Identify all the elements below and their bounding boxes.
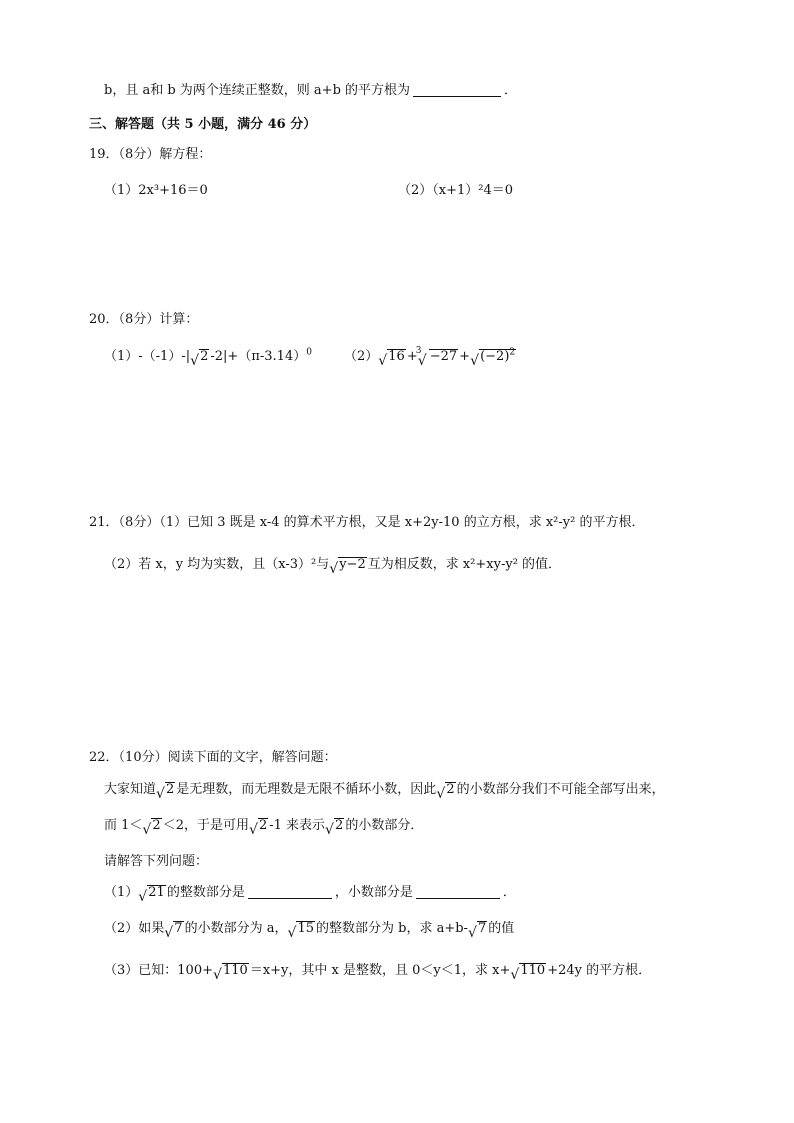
radicand: 110 — [222, 963, 248, 978]
q22-text: 的整数部分是 — [166, 885, 245, 900]
q22-text: -1 来表示 — [269, 818, 326, 833]
q20-part1 — [104, 347, 312, 369]
sqrt-expr: √ $(-2)^2$ — [470, 347, 516, 369]
q22-text: 的整数部分为 b，求 a+b- — [316, 921, 468, 936]
exponent: 2 — [509, 347, 516, 358]
radicand: 2 — [166, 782, 175, 797]
plus-sign: + — [459, 349, 471, 364]
sqrt-expr: √ y−2 — [329, 557, 366, 577]
radicand: 2 — [335, 818, 344, 833]
section-heading: 三、解答题（共 5 小题，满分 46 分） — [89, 117, 317, 132]
sqrt-expr: √ 2 — [325, 818, 344, 838]
q22-text: ，小数部分是 — [334, 885, 413, 900]
sqrt-expr: √ 7 — [467, 921, 487, 941]
q19-part1: （1）2x³+16＝0 — [104, 183, 208, 198]
q20-heading: 20．（8分）计算： — [89, 312, 199, 327]
radicand: 21 — [148, 885, 165, 900]
sqrt-expr: √ 2 — [156, 782, 175, 802]
q22-text: （3）已知：100+ — [104, 963, 213, 978]
sqrt-expr: √ 2 — [142, 818, 161, 838]
q21-part2 — [104, 556, 562, 577]
sqrt-expr: √ 7 — [164, 921, 183, 941]
q22-text: 的小数部分我们不可能全部写出来， — [456, 782, 665, 797]
q22-text: ＝x+y，其中 x 是整数，且 0＜y＜1，求 x+ — [249, 963, 511, 978]
q19-heading: 19．（8分）解方程： — [89, 147, 212, 162]
q20-p1-text: -2|+（π-3.14） — [210, 349, 307, 364]
period: ． — [502, 885, 516, 900]
q22-sub3 — [104, 962, 652, 983]
radicand: 7 — [174, 921, 183, 936]
sqrt-expr: √ 110 — [510, 963, 546, 983]
q22-line1 — [104, 781, 665, 802]
sqrt-expr: √ 110 — [212, 963, 248, 983]
sqrt-expr: √ 2 — [248, 818, 268, 838]
period: ． — [504, 83, 518, 98]
q22-text: 的小数部分． — [345, 818, 424, 833]
q22-line2 — [104, 817, 424, 838]
q22-sub2 — [104, 920, 515, 941]
sqrt-expr: √ 2 — [436, 782, 455, 802]
radicand: y−2 — [339, 557, 366, 572]
radicand: 2 — [258, 818, 268, 833]
q22-text: ＜2，于是可用 — [162, 818, 249, 833]
q22-instruction: 请解答下列问题： — [104, 854, 209, 869]
radicand-base: (−2) — [480, 349, 510, 364]
radicand: 2 — [200, 349, 209, 364]
sqrt-expr: √ 16 — [378, 349, 405, 369]
radicand: 110 — [520, 963, 546, 978]
q18-tail-line — [104, 82, 517, 100]
q20-p1-text: （1）-（-1）-| — [104, 349, 191, 364]
q22-text: 而 1＜ — [104, 818, 143, 833]
radicand: 15 — [297, 921, 314, 936]
q22-text: 的值 — [488, 921, 515, 936]
q21-p2-text: 互为相反数，求 x²+xy-y² 的值． — [367, 557, 562, 572]
cube-root-expr: 3 √ −27 — [418, 348, 458, 366]
q18-tail-text: b，且 a和 b 为两个连续正整数，则 a+b 的平方根为 — [104, 83, 411, 98]
q22-text: （2）如果 — [104, 921, 165, 936]
radicand: 2 — [446, 782, 455, 797]
answer-blank — [413, 82, 501, 97]
q22-sub1 — [104, 884, 516, 905]
radicand — [479, 349, 516, 364]
plus-sign: + — [406, 349, 418, 364]
q20-part2 — [344, 346, 517, 369]
q22-text: +24y 的平方根． — [547, 963, 652, 978]
q21-p2-text: （2）若 x，y 均为实数，且（x-3）²与 — [104, 557, 330, 572]
q22-text: 的小数部分为 a， — [184, 921, 288, 936]
sqrt-expr: √ 2 — [190, 349, 209, 369]
q21-part1: 21．（8分）（1）已知 3 既是 x-4 的算术平方根，又是 x+2y-10 的立方根，求 x²-y² 的平方根． — [89, 515, 645, 530]
q20-p2-label: （2） — [344, 349, 379, 364]
q19-part2: （2）（x+1）²4＝0 — [398, 183, 514, 198]
radicand: 16 — [388, 349, 405, 364]
answer-blank — [416, 884, 500, 899]
sqrt-expr: √ 15 — [287, 921, 314, 941]
q22-text: 是无理数，而无理数是无限不循环小数，因此 — [176, 782, 437, 797]
q22-heading: 22．（10分）阅读下面的文字，解答问题： — [89, 750, 337, 765]
sqrt-expr: √ 21 — [138, 885, 165, 905]
radicand: 7 — [477, 921, 487, 936]
q22-text: 大家知道 — [104, 782, 157, 797]
exponent: 0 — [306, 347, 312, 358]
root-index: 3 — [415, 346, 422, 356]
answer-blank — [248, 884, 332, 899]
radicand: −27 — [429, 349, 458, 364]
q22-text: （1） — [104, 885, 139, 900]
radicand: 2 — [152, 818, 161, 833]
